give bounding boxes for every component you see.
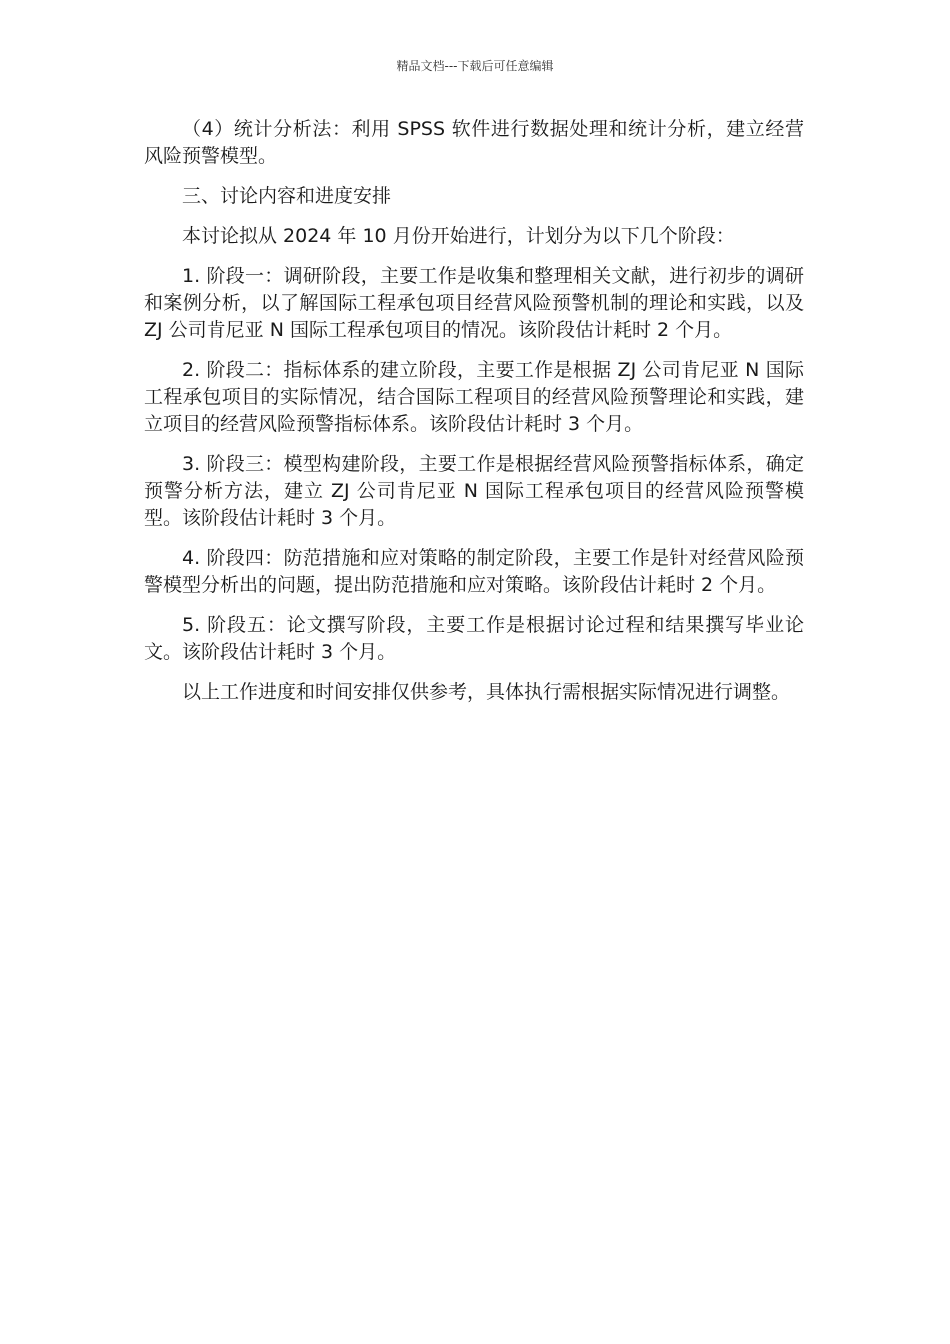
stage-four-paragraph: 4. 阶段四：防范措施和应对策略的制定阶段，主要工作是针对经营风险预警模型分析出的问题，提出防范措施和应对策略。该阶段估计耗时 2 个月。	[144, 547, 804, 596]
schedule-intro-paragraph: 本讨论拟从 2024 年 10 月份开始进行，计划分为以下几个阶段：	[182, 225, 735, 247]
closing-note-paragraph: 以上工作进度和时间安排仅供参考，具体执行需根据实际情况进行调整。	[182, 681, 791, 703]
section-heading: 三、讨论内容和进度安排	[182, 185, 392, 207]
page-header: 精品文档---下载后可任意编辑	[396, 59, 554, 73]
stage-one-paragraph: 1. 阶段一：调研阶段，主要工作是收集和整理相关文献，进行初步的调研和案例分析，以了解国际工程承包项目经营风险预警机制的理论和实践，以及 ZJ 公司肯尼亚 N 国际工程承包项目的情况。该阶段估计耗时 2 个月。	[144, 265, 804, 341]
stage-two-paragraph: 2. 阶段二：指标体系的建立阶段，主要工作是根据 ZJ 公司肯尼亚 N 国际工程承包项目的实际情况，结合国际工程项目的经营风险预警理论和实践，建立项目的经营风险预警指标体系。该阶段估计耗时 3 个月。	[144, 359, 804, 435]
stage-five-paragraph: 5. 阶段五：论文撰写阶段，主要工作是根据讨论过程和结果撰写毕业论文。该阶段估计耗时 3 个月。	[144, 614, 804, 663]
document-body	[144, 116, 804, 719]
stage-three-paragraph: 3. 阶段三：模型构建阶段，主要工作是根据经营风险预警指标体系，确定预警分析方法，建立 ZJ 公司肯尼亚 N 国际工程承包项目的经营风险预警模型。该阶段估计耗时 3 个月。	[144, 453, 804, 529]
method-statistics-paragraph: （4）统计分析法：利用 SPSS 软件进行数据处理和统计分析，建立经营风险预警模型。	[144, 118, 804, 167]
